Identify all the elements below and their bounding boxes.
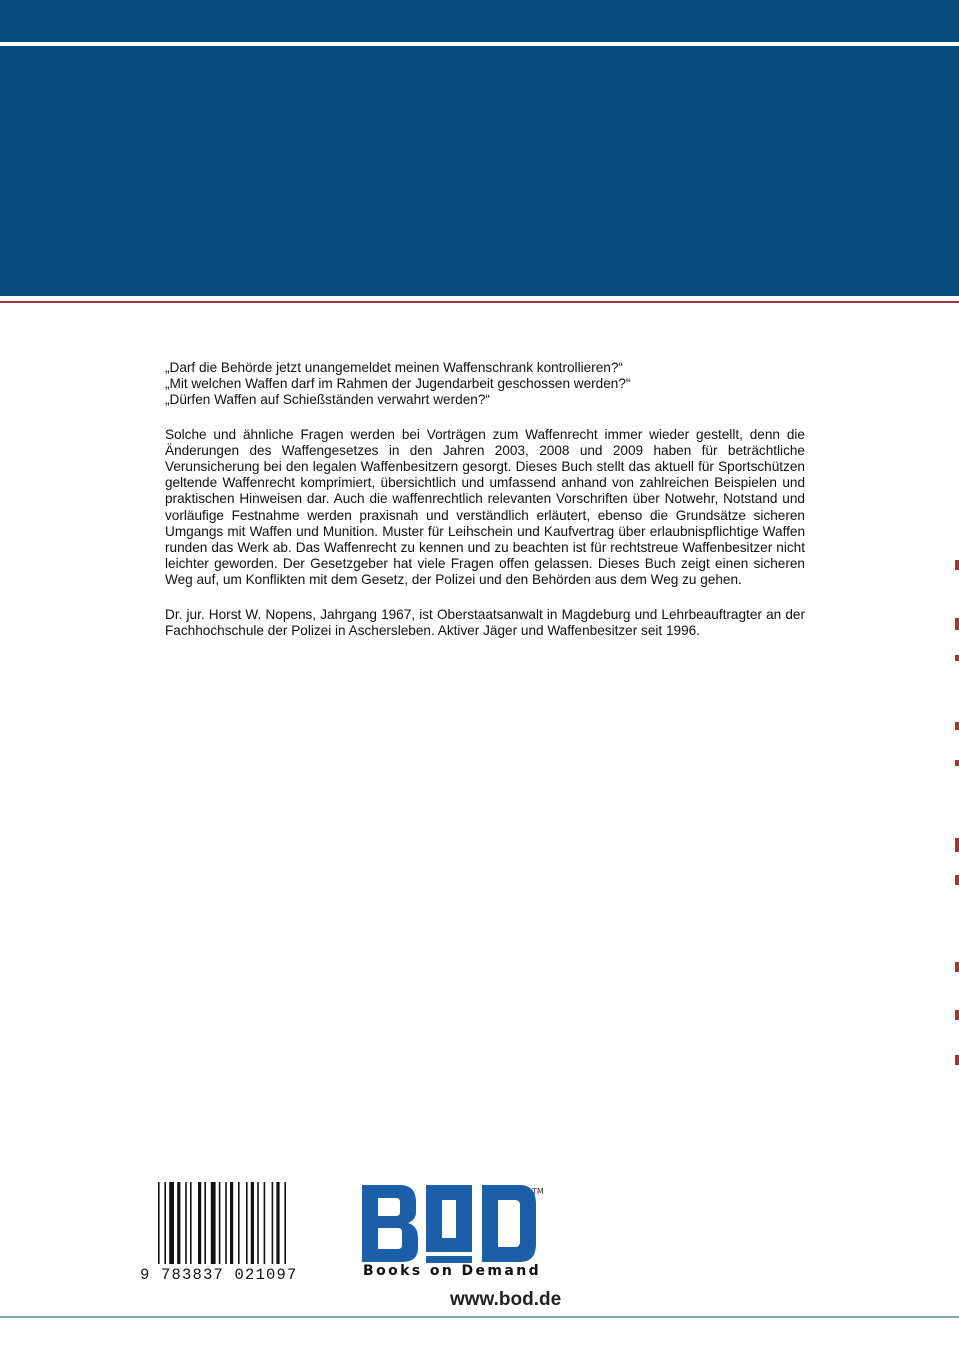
description-paragraph: Solche und ähnliche Fragen werden bei Vorträgen zum Waffenrecht immer wieder gestellt, denn die Änderungen des Waffengesetzes in den Jahren 2003, 2008 und 2009 haben für beträchtliche Verunsicherung bei den legalen Waffenbesitzern gesorgt. Dieses Buch stellt das aktuell für Sportschützen geltende Waffenrecht komprimiert, übersichtlich und umfassend anhand von zahlreichen Beispielen und praktischen Hinweisen dar. Auch die waffenrechtlich relevanten Vorschriften über Notwehr, Notstand und vorläufige Festnahme werden praxisnah und verständlich erläutert, ebenso die Grundsätze sicheren Umgangs mit Waffen und Munition. Muster für Leihschein und Kaufvertrag über erlaubnispflichtige Waffen runden das Werk ab. Das Waffenrecht zu kennen und zu beachten ist für rechtstreue Waffenbesitzer nicht leichter geworden. Der Gesetzgeber hat viele Fragen offen gelassen. Dieses Buch zeigt einen sicheren Weg auf, um Konflikten mit dem Gesetz, der Polizei und den Behörden aus dem Weg zu gehen. (165, 426, 805, 588)
barcode-bar (246, 1182, 248, 1264)
barcode-bar (177, 1182, 180, 1264)
spine-edge (955, 1010, 959, 1020)
barcode-bar (204, 1182, 206, 1264)
barcode-bar (257, 1182, 259, 1264)
question-1: „Darf die Behörde jetzt unangemeldet meinen Waffenschrank kontrollieren?“ (165, 360, 623, 375)
bottom-line (0, 1316, 959, 1318)
barcode-bar (238, 1182, 240, 1264)
question-2: „Mit welchen Waffen darf im Rahmen der Jugendarbeit geschossen werden?“ (165, 376, 631, 392)
accent-line (0, 301, 959, 303)
spine-edge (955, 760, 959, 766)
spine-edge (955, 1055, 959, 1065)
barcode-bar (198, 1182, 201, 1264)
isbn-barcode (140, 1182, 330, 1292)
spine-edge (955, 722, 959, 730)
spine-edge (955, 618, 959, 630)
barcode-bar (225, 1182, 227, 1264)
publisher-website[interactable]: www.bod.de (450, 1289, 562, 1310)
question-3: „Dürfen Waffen auf Schießständen verwahrt werden?“ (165, 392, 490, 408)
barcode-bar (219, 1182, 221, 1264)
barcode-bar (276, 1182, 279, 1264)
barcode-bar (190, 1182, 192, 1264)
barcode-bars (140, 1182, 330, 1264)
barcode-bar (230, 1182, 233, 1264)
barcode-bar (272, 1182, 274, 1264)
spine-edge (955, 875, 959, 885)
spine-edge (955, 962, 959, 972)
barcode-bar (211, 1182, 216, 1264)
back-cover-text (165, 360, 805, 639)
header-band (0, 46, 959, 296)
spine-edge (955, 655, 959, 661)
barcode-bar (158, 1182, 160, 1264)
barcode-bar (264, 1182, 266, 1264)
author-bio: Dr. jur. Horst W. Nopens, Jahrgang 1967, ist Oberstaatsanwalt in Magdeburg und Lehrbeauftragter an der Fachhochschule der Polizei in Aschersleben. Aktiver Jäger und Waffenbesitzer seit 1996. (165, 606, 805, 638)
top-stripe (0, 0, 959, 42)
publisher-caption: Books on Demand (363, 1263, 542, 1279)
trademark-mark: TM (532, 1187, 544, 1196)
barcode-bar (251, 1182, 254, 1264)
isbn-number: 9 783837 021097 (140, 1266, 298, 1284)
spine-edge (955, 560, 959, 570)
barcode-bar (164, 1182, 166, 1264)
spine-edge (955, 838, 959, 852)
barcode-bar (169, 1182, 174, 1264)
barcode-bar (284, 1182, 286, 1264)
barcode-bar (185, 1182, 187, 1264)
